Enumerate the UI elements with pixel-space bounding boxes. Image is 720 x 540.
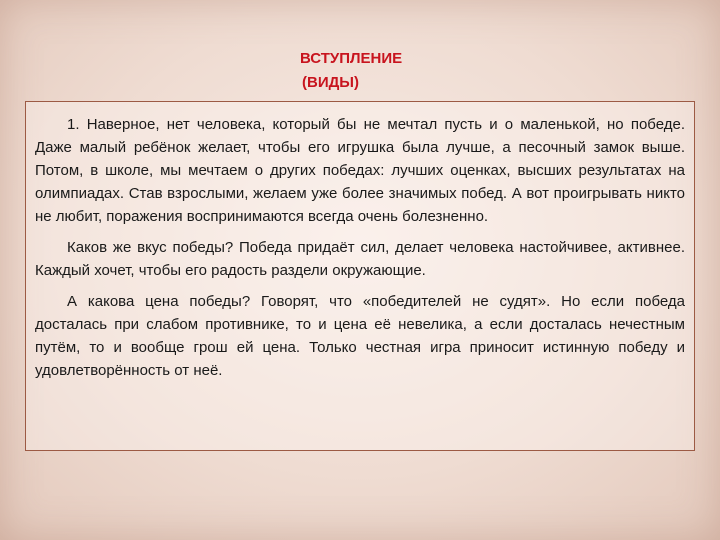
text-frame <box>25 101 695 451</box>
title-main: ВСТУПЛЕНИЕ <box>300 50 403 67</box>
title-subtitle: (ВИДЫ) <box>302 74 359 91</box>
paragraph-2: Каков же вкус победы? Победа придаёт сил, делает человека настойчивее, активнее. Каждый хочет, чтобы его радость раздели окружающие. <box>35 239 685 279</box>
paragraph-3: А какова цена победы? Говорят, что «победителей не судят». Но если победа досталась при слабом противнике, то и цена её невелика, а если досталась нечестным путём, то и вообще грош ей цена. Только честная игра приносит истинную победу и удовлетворённость от неё. <box>35 293 685 379</box>
paragraph-1: 1. Наверное, нет человека, который бы не мечтал пусть и о маленькой, но победе. Даже малый ребёнок желает, чтобы его игрушка была лучше, а песочный замок выше. Потом, в школе, мы мечтаем о других победах: лучших оценках, высших результатах на олимпиадах. Став взрослыми, желаем уже более значимых побед. А вот проигрывать никто не любит, поражения воспринимаются всегда очень болезненно. <box>35 116 685 225</box>
